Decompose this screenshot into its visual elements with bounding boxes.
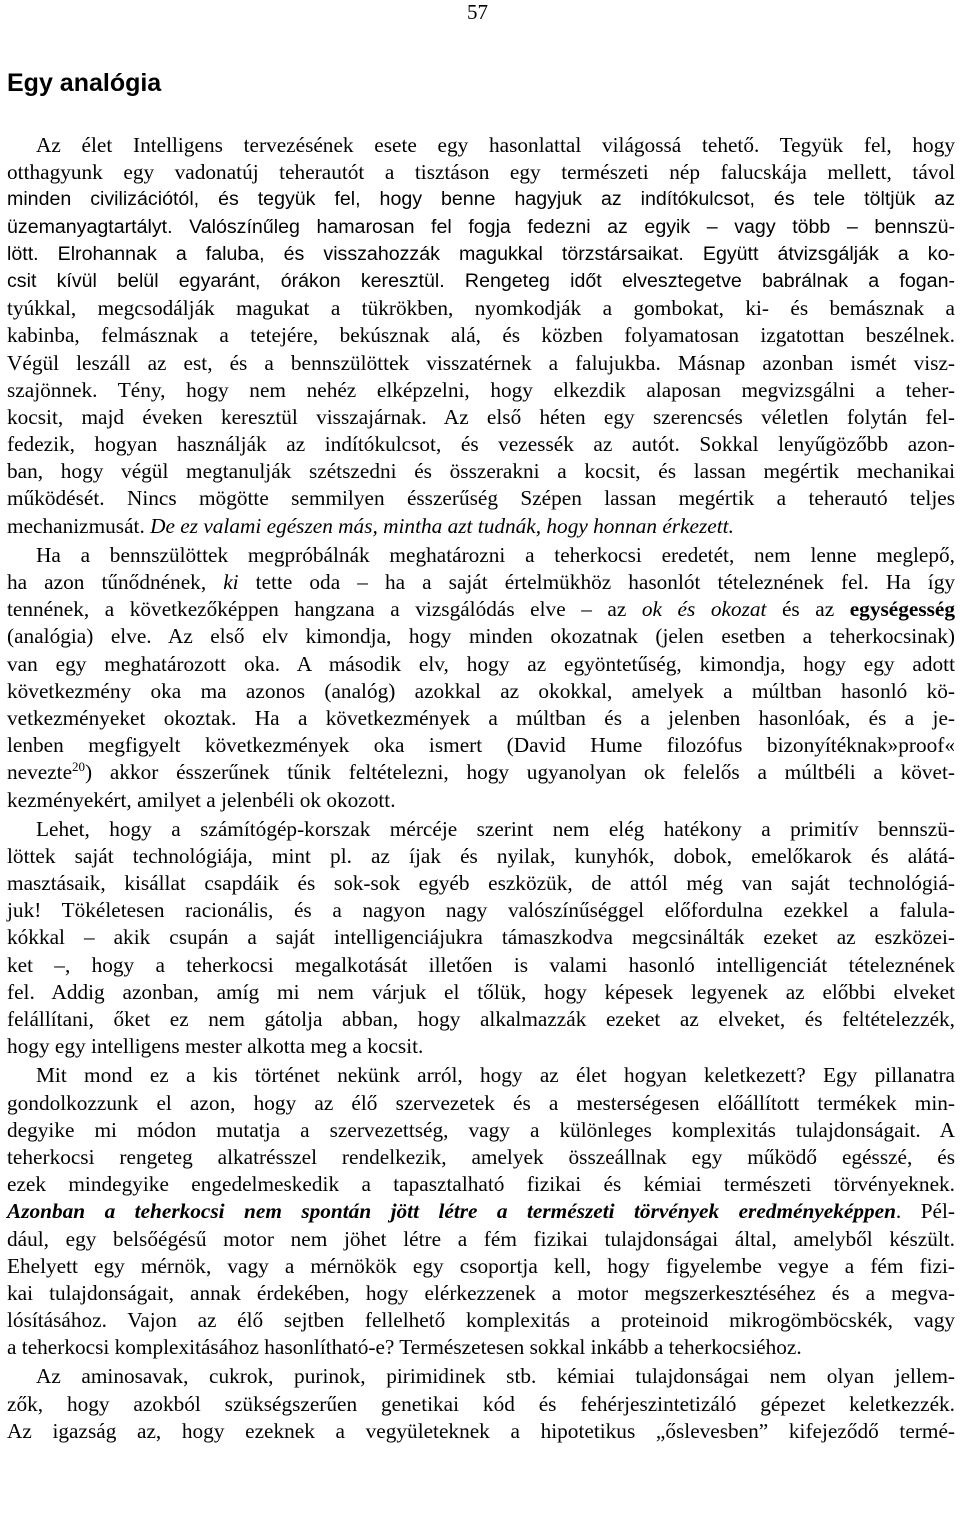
text-line (7, 952, 955, 979)
line-text: nevezte (7, 760, 73, 785)
line-text: vetkezményeket okoztak. Ha a következmények a múltban és a jelenben hasonlóak, és a je- (7, 705, 955, 730)
line-text: Mit mond ez a kis történet nekünk arról, hogy az élet hogyan keletkezett? Egy pillanatra (36, 1063, 955, 1088)
text-line (7, 678, 955, 705)
line-text: és az (766, 597, 850, 622)
line-text: fel. Addig azonban, amíg mi nem várjuk el tőlük, hogy képesek legyenek az előbbi elveket (7, 979, 955, 1004)
emphasis-bold: egységesség (849, 597, 956, 622)
text-line (7, 732, 955, 759)
line-text: működését. Nincs mögötte semmilyen ésszerűség Szépen lassan megértik a teherautó teljes (7, 486, 955, 511)
text-line (7, 870, 955, 897)
text-line (7, 1062, 955, 1089)
paragraph (7, 132, 955, 540)
line-text: Végül leszáll az est, és a bennszülöttek visszatérnek a falujukba. Másnap azonban ismét visz- (7, 350, 955, 375)
line-text: lenben megfigyelt következmények oka ismert (David Hume filozófus bizonyítéknak»proof« (7, 733, 955, 758)
line-text: kai tulajdonságait, annak érdekében, hogy elérkezzenek a motor megszerkesztéséhez és a megva- (7, 1280, 955, 1305)
line-text: hogy egy intelligens mester alkotta meg a kocsit. (7, 1034, 424, 1059)
text-line (7, 241, 955, 268)
text-line (7, 924, 955, 951)
line-text: Az aminosavak, cukrok, purinok, pirimidinek stb. kémiai tulajdonságai nem olyan jellem- (36, 1364, 955, 1389)
text-line (7, 816, 955, 843)
line-text: kezményekért, amilyet a jelenbéli ok okozott. (7, 787, 396, 812)
line-text: dául, egy belsőégésű motor nem jöhet létre a fém fizikai tulajdonságai által, amelyből készült. (7, 1226, 955, 1251)
line-text: degyike mi módon mutatja a szervezettség, vagy a különleges komplexitás tulajdonságait. A (7, 1117, 955, 1142)
line-text: lósításához. Vajon az élő sejtben fellelhető komplexitás a proteinoid mikrogömböcskék, vagy (7, 1308, 955, 1333)
line-text: gondolkozzunk el azon, hogy az élő szervezetek és a mesterségesen előállított termékek min- (7, 1090, 955, 1115)
paragraph (7, 1363, 955, 1445)
line-text: lött. Elrohannak a faluba, és visszahozzák magukkal törzstársaikat. Együtt átvizsgálják a ko- (7, 242, 955, 265)
text-line (7, 623, 955, 650)
line-text: kabinba, felmásznak a tetejére, bekúsznak alá, és közben folyamatosan izgatottan beszélnek. (7, 323, 955, 348)
line-text: fedezik, hogyan használják az indítókulcsot, és vezessék az autót. Sokkal lenyűgözőbb azon- (7, 432, 955, 457)
line-text: csit kívül belül egyaránt, órákon keresztül. Rengeteg időt elvesztegetve babrálnak a fogan- (7, 269, 955, 292)
text-line (7, 404, 955, 431)
page-number: 57 (467, 0, 488, 24)
text-line (7, 485, 955, 512)
line-text: löttek saját technológiája, mint pl. az íjak és nyilak, kunyhók, dobok, emelőkarok és alátá- (7, 843, 955, 868)
line-text: következmény oka ma azonos (analóg) azokkal az okokkal, amelyek a múltban hasonló kö- (7, 678, 955, 703)
line-text: felállítani, őket ez nem gátolja abban, hogy alkalmazzák ezeket az elveket, és feltételezzék, (7, 1007, 955, 1031)
line-text: ha azon tűnődnének, (7, 570, 224, 594)
line-text: ezek mindegyike engedelmeskedik a tapasztalható fizikai és kémiai természeti törvényeknek. (7, 1172, 955, 1197)
line-text: Lehet, hogy a számítógép-korszak mércéje szerint nem elég hatékony a primitív bennszü- (36, 816, 955, 841)
emphasis-italic: De ez valami egészen más, mintha azt tudnák, hogy honnan érkezett. (150, 513, 734, 538)
text-line (7, 350, 955, 377)
text-line (7, 843, 955, 870)
text-line (7, 1418, 955, 1445)
line-text: otthagyunk egy vadonatúj teherautót a tisztáson egy természeti nép falucskája mellett, távol (7, 160, 955, 185)
line-text: ) akkor ésszerűnek tűnik feltételezni, hogy ugyanolyan ok felelős a múltbéli a követ- (85, 760, 955, 785)
text-line (7, 569, 955, 596)
line-text: üzemanyagtartályt. Valószínűleg hamarosan fel fogja fedezni az egyik – vagy több – bennszü- (7, 215, 955, 238)
text-line (7, 132, 955, 159)
text-line (7, 322, 955, 349)
text-line (7, 787, 955, 814)
line-text: (analógia) elve. Az első elv kimondja, hogy minden okozatnak (jelen esetben a teherkocsinak) (7, 624, 955, 649)
line-text: . Pél- (895, 1199, 955, 1224)
text-line (7, 651, 955, 678)
line-text: tyúkkal, megcsodálják magukat a tükrökben, nyomkodják a gombokat, ki- és bemásznak a (7, 296, 955, 321)
paragraph (7, 542, 955, 814)
line-text: tennének, a következőképpen hangzana a vizsgálódás elve – az (7, 597, 642, 622)
line-text: kókkal – akik csupán a saját intelligenciájukra támaszkodva megcsinálták ezeket az eszközei- (7, 925, 955, 950)
line-text: minden civilizációtól, és tegyük fel, hogy benne hagyjuk az indítókulcsot, és tele töltjük az (7, 188, 955, 211)
line-text: tette oda – ha a saját értelmükhöz hasonlót tételeznének fel. Ha így (238, 570, 955, 594)
text-line (7, 1171, 955, 1198)
line-text: szajönnek. Tény, hogy nem nehéz elképzelni, hogy elkezdik alaposan megvizsgálni a teher- (7, 377, 955, 402)
text-line (7, 1307, 955, 1334)
text-line (7, 897, 955, 924)
line-text: teherkocsi rengeteg alkatrésszel rendelkezik, amelyek összeállnak egy működő egésszé, és (7, 1144, 955, 1169)
text-line (7, 1363, 955, 1390)
text-line (7, 295, 955, 322)
document-body (7, 132, 955, 1445)
text-line (7, 268, 955, 295)
line-text: a teherkocsi komplexitásához hasonlítható-e? Természetesen sokkal inkább a teherkocsiéhoz. (7, 1335, 802, 1360)
text-line (7, 596, 955, 623)
text-line (7, 542, 955, 569)
line-text: masztásaik, kisállat csapdáik és sok-sok egyéb eszközük, de attól még van saját technológiá- (7, 871, 955, 896)
text-line (7, 1280, 955, 1307)
line-text: ban, hogy végül megtanulják szétszedni és összerakni a kocsit, és lassan megértik mechanikai (7, 459, 955, 484)
line-text: Ehelyett egy mérnök, vagy a mérnökök egy csoportja kell, hogy figyelembe vegye a fém fizi- (7, 1253, 955, 1278)
text-line (7, 1334, 955, 1361)
text-line (7, 1090, 955, 1117)
line-text: Ha a bennszülöttek megpróbálnák meghatározni a teherkocsi eredetét, nem lenne meglepő, (36, 542, 955, 567)
line-text: Az igazság az, hogy ezeknek a vegyületeknek a hipotetikus „őslevesben” kifejeződő termé- (7, 1418, 955, 1443)
line-text: ket –, hogy a teherkocsi megalkotását illetően is valami hasonló intelligenciát tételeznének (7, 952, 955, 977)
footnote-ref: 20 (72, 759, 86, 775)
text-line (7, 1391, 955, 1418)
text-line (7, 1198, 955, 1225)
text-line (7, 458, 955, 485)
emphasis-bold-italic: Azonban a teherkocsi nem spontán jött létre a természeti törvények eredményeképpen (7, 1199, 896, 1224)
text-line (7, 1006, 955, 1033)
line-text: juk! Tökéletesen racionális, és a nagyon nagy valószínűséggel előfordulna ezekkel a falula- (7, 898, 955, 923)
text-line (7, 759, 955, 786)
text-line (7, 186, 955, 213)
text-line (7, 1117, 955, 1144)
emphasis-italic: ok és okozat (641, 597, 767, 622)
line-text: Az élet Intelligens tervezésének esete egy hasonlattal világossá tehető. Tegyük fel, hogy (36, 133, 955, 157)
text-line (7, 214, 955, 241)
paragraph (7, 816, 955, 1061)
text-line (7, 705, 955, 732)
line-text: zők, hogy azokból szükségszerűen genetikai kód és fehérjeszintetizáló gépezet keletkezzék. (7, 1391, 955, 1416)
paragraph (7, 1062, 955, 1361)
text-line (7, 513, 955, 540)
line-text: kocsit, majd éveken keresztül visszajárnak. Az első héten egy szerencsés véletlen folytán fel- (7, 404, 955, 429)
text-line (7, 979, 955, 1006)
line-text: van egy meghatározott oka. A második elv, hogy az egyöntetűség, kimondja, hogy egy adott (7, 651, 955, 676)
text-line (7, 1226, 955, 1253)
text-line (7, 1253, 955, 1280)
text-line (7, 377, 955, 404)
line-text: mechanizmusát. (7, 513, 151, 538)
text-line (7, 1144, 955, 1171)
text-line (7, 1033, 955, 1060)
emphasis-italic: ki (223, 570, 239, 594)
text-line (7, 431, 955, 458)
text-line (7, 159, 955, 186)
page-title: Egy analógia (7, 69, 162, 97)
